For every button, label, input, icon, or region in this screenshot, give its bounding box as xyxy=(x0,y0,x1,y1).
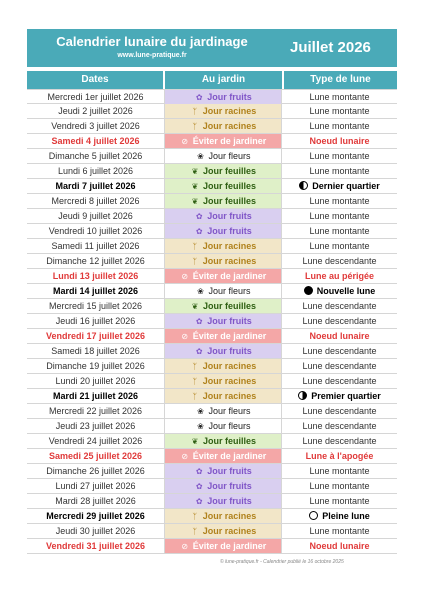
garden-label: Jour racines xyxy=(202,376,257,386)
garden-label: Jour fleurs xyxy=(208,151,251,161)
garden-cell xyxy=(164,434,282,448)
moon-label: Dernier quartier xyxy=(312,181,380,191)
date-cell: Mardi 14 juillet 2026 xyxy=(52,286,139,296)
garden-cell xyxy=(164,419,282,433)
moon-label: Lune descendante xyxy=(302,301,377,311)
table-row xyxy=(27,464,397,479)
moon-cell xyxy=(282,419,397,433)
garden-cell xyxy=(164,359,282,373)
moon-label: Lune montante xyxy=(309,226,370,236)
fruit-icon: ✿ xyxy=(195,497,203,506)
fruit-icon: ✿ xyxy=(195,212,203,221)
garden-cell xyxy=(164,329,282,343)
garden-label: Jour racines xyxy=(202,526,257,536)
leaf-icon: ❦ xyxy=(191,197,199,206)
table-row xyxy=(27,269,397,284)
site-url: www.lune-pratique.fr xyxy=(117,52,187,59)
leaf-icon: ❦ xyxy=(191,302,199,311)
garden-cell xyxy=(164,374,282,388)
table-row xyxy=(27,419,397,434)
root-icon: ᛉ xyxy=(192,362,198,371)
moon-label: Lune montante xyxy=(309,241,370,251)
date-cell: Vendredi 10 juillet 2026 xyxy=(48,226,143,236)
moon-label: Lune descendante xyxy=(302,406,377,416)
moon-cell xyxy=(282,404,397,418)
column-header-moon: Type de lune xyxy=(284,71,397,89)
moon-label: Lune montante xyxy=(309,526,370,536)
footer-note: © lune-pratique.fr - Calendrier publié le 16 octobre 2025 xyxy=(220,559,344,565)
root-icon: ᛉ xyxy=(192,392,198,401)
moon-cell xyxy=(282,299,397,313)
date-cell: Mardi 7 juillet 2026 xyxy=(55,181,136,191)
garden-label: Éviter de jardiner xyxy=(192,541,267,551)
fruit-icon: ✿ xyxy=(195,93,203,102)
date-cell: Dimanche 19 juillet 2026 xyxy=(46,361,145,371)
date-cell: Jeudi 30 juillet 2026 xyxy=(55,526,136,536)
date-cell: Mercredi 29 juillet 2026 xyxy=(46,511,145,521)
root-icon: ᛉ xyxy=(192,107,198,116)
date-cell: Samedi 25 juillet 2026 xyxy=(48,451,143,461)
moon-label: Lune descendante xyxy=(302,316,377,326)
moon-cell xyxy=(282,149,397,163)
root-icon: ᛉ xyxy=(192,377,198,386)
moon-label: Lune descendante xyxy=(302,361,377,371)
moon-cell xyxy=(282,494,397,508)
moon-label: Lune montante xyxy=(309,196,370,206)
garden-label: Jour fruits xyxy=(207,316,252,326)
garden-label: Jour racines xyxy=(202,511,257,521)
moon-cell xyxy=(282,104,397,118)
table-row xyxy=(27,104,397,119)
moon-label: Noeud lunaire xyxy=(309,541,370,551)
garden-cell xyxy=(164,344,282,358)
moon-cell xyxy=(282,509,397,523)
calendar-title: Calendrier lunaire du jardinage xyxy=(56,34,248,49)
flower-icon: ❀ xyxy=(197,287,204,296)
moon-label: Lune montante xyxy=(309,211,370,221)
month-title: Juillet 2026 xyxy=(290,39,371,56)
avoid-icon: ⊘ xyxy=(181,272,189,281)
table-row xyxy=(27,374,397,389)
table-row xyxy=(27,209,397,224)
date-cell: Mercredi 22 juillet 2026 xyxy=(48,406,143,416)
moon-cell xyxy=(282,524,397,538)
moon-label: Lune descendante xyxy=(302,436,377,446)
moon-label: Lune descendante xyxy=(302,346,377,356)
table-row xyxy=(27,449,397,464)
moon-cell xyxy=(282,539,397,553)
garden-cell xyxy=(164,134,282,148)
garden-cell xyxy=(164,164,282,178)
garden-cell xyxy=(164,284,282,298)
garden-label: Jour feuilles xyxy=(202,301,256,311)
date-cell: Jeudi 16 juillet 2026 xyxy=(55,316,136,326)
date-cell: Jeudi 9 juillet 2026 xyxy=(58,211,133,221)
leaf-icon: ❦ xyxy=(191,437,199,446)
moon-cell xyxy=(282,239,397,253)
garden-label: Jour feuilles xyxy=(202,196,256,206)
moon-cell xyxy=(282,374,397,388)
garden-label: Jour fruits xyxy=(207,92,252,102)
avoid-icon: ⊘ xyxy=(181,542,189,551)
table-row xyxy=(27,284,397,299)
fruit-icon: ✿ xyxy=(195,227,203,236)
garden-cell xyxy=(164,494,282,508)
date-cell: Mardi 28 juillet 2026 xyxy=(55,496,136,506)
garden-cell xyxy=(164,509,282,523)
moon-cell xyxy=(282,464,397,478)
moon-label: Lune montante xyxy=(309,92,370,102)
moon-cell xyxy=(282,224,397,238)
garden-cell xyxy=(164,254,282,268)
moon-cell xyxy=(282,434,397,448)
garden-cell xyxy=(164,224,282,238)
moon-cell xyxy=(282,90,397,104)
flower-icon: ❀ xyxy=(197,407,204,416)
date-cell: Samedi 11 juillet 2026 xyxy=(51,241,140,251)
moon-label: Lune au périgée xyxy=(304,271,375,281)
moon-cell xyxy=(282,134,397,148)
root-icon: ᛉ xyxy=(192,257,198,266)
moon-label: Noeud lunaire xyxy=(309,331,370,341)
garden-cell xyxy=(164,209,282,223)
table-row xyxy=(27,194,397,209)
garden-label: Jour racines xyxy=(202,241,257,251)
garden-cell xyxy=(164,524,282,538)
garden-cell xyxy=(164,314,282,328)
moon-label: Lune descendante xyxy=(302,376,377,386)
date-cell: Samedi 18 juillet 2026 xyxy=(51,346,140,356)
moon-cell xyxy=(282,314,397,328)
avoid-icon: ⊘ xyxy=(181,137,189,146)
table-row xyxy=(27,119,397,134)
moon-label: Premier quartier xyxy=(311,391,381,401)
table-row xyxy=(27,434,397,449)
table-row xyxy=(27,254,397,269)
moon-cell xyxy=(282,194,397,208)
date-cell: Mercredi 1er juillet 2026 xyxy=(47,92,144,102)
date-cell: Jeudi 23 juillet 2026 xyxy=(55,421,136,431)
date-cell: Vendredi 31 juillet 2026 xyxy=(45,541,146,551)
date-cell: Lundi 13 juillet 2026 xyxy=(52,271,139,281)
moon-label: Lune descendante xyxy=(302,256,377,266)
moon-label: Lune montante xyxy=(309,466,370,476)
column-header-garden: Au jardin xyxy=(165,71,282,89)
table-row xyxy=(27,134,397,149)
table-row xyxy=(27,314,397,329)
moon-label: Nouvelle lune xyxy=(316,286,376,296)
new-moon-icon xyxy=(304,286,313,295)
date-cell: Dimanche 12 juillet 2026 xyxy=(46,256,145,266)
table-row xyxy=(27,89,397,104)
garden-cell xyxy=(164,389,282,403)
garden-cell xyxy=(164,464,282,478)
table-row xyxy=(27,224,397,239)
moon-cell xyxy=(282,344,397,358)
date-cell: Lundi 20 juillet 2026 xyxy=(55,376,136,386)
garden-label: Jour racines xyxy=(202,106,257,116)
garden-cell xyxy=(164,119,282,133)
fruit-icon: ✿ xyxy=(195,467,203,476)
last-quarter-moon-icon xyxy=(299,181,308,190)
table-row xyxy=(27,404,397,419)
table-row xyxy=(27,479,397,494)
garden-cell xyxy=(164,104,282,118)
table-row xyxy=(27,389,397,404)
avoid-icon: ⊘ xyxy=(181,452,189,461)
flower-icon: ❀ xyxy=(197,152,204,161)
garden-label: Éviter de jardiner xyxy=(192,136,267,146)
moon-cell xyxy=(282,329,397,343)
table-row xyxy=(27,239,397,254)
moon-cell xyxy=(282,119,397,133)
moon-cell xyxy=(282,284,397,298)
garden-cell xyxy=(164,239,282,253)
root-icon: ᛉ xyxy=(192,242,198,251)
table-row xyxy=(27,524,397,539)
date-cell: Vendredi 3 juillet 2026 xyxy=(51,121,140,131)
full-moon-icon xyxy=(309,511,318,520)
calendar-header xyxy=(27,29,397,67)
moon-label: Pleine lune xyxy=(322,511,370,521)
moon-label: Noeud lunaire xyxy=(309,136,370,146)
moon-label: Lune à l'apogée xyxy=(305,451,374,461)
moon-label: Lune montante xyxy=(309,106,370,116)
date-cell: Dimanche 5 juillet 2026 xyxy=(48,151,143,161)
moon-cell xyxy=(282,254,397,268)
column-header-dates: Dates xyxy=(27,71,163,89)
garden-label: Jour racines xyxy=(202,361,257,371)
table-row xyxy=(27,299,397,314)
moon-label: Lune montante xyxy=(309,496,370,506)
table-row xyxy=(27,359,397,374)
moon-cell xyxy=(282,479,397,493)
moon-label: Lune montante xyxy=(309,166,370,176)
root-icon: ᛉ xyxy=(192,512,198,521)
garden-label: Jour fruits xyxy=(207,226,252,236)
date-cell: Lundi 6 juillet 2026 xyxy=(57,166,134,176)
date-cell: Jeudi 2 juillet 2026 xyxy=(58,106,133,116)
garden-cell xyxy=(164,479,282,493)
avoid-icon: ⊘ xyxy=(181,332,189,341)
moon-cell xyxy=(282,164,397,178)
moon-cell xyxy=(282,179,397,193)
moon-cell xyxy=(282,359,397,373)
garden-label: Jour fleurs xyxy=(208,421,251,431)
fruit-icon: ✿ xyxy=(195,482,203,491)
moon-label: Lune montante xyxy=(309,121,370,131)
table-row xyxy=(27,149,397,164)
table-row xyxy=(27,164,397,179)
moon-cell xyxy=(282,449,397,463)
date-cell: Samedi 4 juillet 2026 xyxy=(51,136,140,146)
garden-label: Jour racines xyxy=(202,121,257,131)
garden-cell xyxy=(164,179,282,193)
date-cell: Mercredi 15 juillet 2026 xyxy=(48,301,143,311)
moon-cell xyxy=(282,209,397,223)
garden-cell xyxy=(164,269,282,283)
table-row xyxy=(27,509,397,524)
garden-label: Jour fruits xyxy=(207,211,252,221)
leaf-icon: ❦ xyxy=(191,182,199,191)
fruit-icon: ✿ xyxy=(195,317,203,326)
date-cell: Mardi 21 juillet 2026 xyxy=(52,391,139,401)
garden-cell xyxy=(164,194,282,208)
moon-label: Lune descendante xyxy=(302,421,377,431)
table-row xyxy=(27,329,397,344)
garden-label: Éviter de jardiner xyxy=(192,331,267,341)
garden-label: Jour fruits xyxy=(207,496,252,506)
moon-label: Lune montante xyxy=(309,481,370,491)
table-row xyxy=(27,179,397,194)
leaf-icon: ❦ xyxy=(191,167,199,176)
garden-cell xyxy=(164,539,282,553)
garden-label: Jour feuilles xyxy=(202,181,256,191)
table-row xyxy=(27,344,397,359)
date-cell: Mercredi 8 juillet 2026 xyxy=(51,196,140,206)
garden-label: Jour fruits xyxy=(207,481,252,491)
garden-label: Jour fleurs xyxy=(208,406,251,416)
table-row xyxy=(27,494,397,509)
garden-label: Jour feuilles xyxy=(202,436,256,446)
flower-icon: ❀ xyxy=(197,422,204,431)
garden-label: Éviter de jardiner xyxy=(192,451,267,461)
garden-label: Jour racines xyxy=(202,391,257,401)
date-cell: Vendredi 17 juillet 2026 xyxy=(45,331,146,341)
garden-cell xyxy=(164,404,282,418)
garden-cell xyxy=(164,149,282,163)
moon-cell xyxy=(282,269,397,283)
moon-cell xyxy=(282,389,397,403)
fruit-icon: ✿ xyxy=(195,347,203,356)
garden-cell xyxy=(164,90,282,104)
date-cell: Lundi 27 juillet 2026 xyxy=(55,481,136,491)
date-cell: Dimanche 26 juillet 2026 xyxy=(46,466,145,476)
garden-label: Éviter de jardiner xyxy=(192,271,267,281)
garden-label: Jour fruits xyxy=(207,346,252,356)
table-row xyxy=(27,539,397,554)
calendar-table xyxy=(27,89,397,554)
garden-label: Jour racines xyxy=(202,256,257,266)
garden-cell xyxy=(164,449,282,463)
garden-label: Jour feuilles xyxy=(202,166,256,176)
garden-label: Jour fruits xyxy=(207,466,252,476)
garden-label: Jour fleurs xyxy=(208,286,251,296)
root-icon: ᛉ xyxy=(192,122,198,131)
first-quarter-moon-icon xyxy=(298,391,307,400)
garden-cell xyxy=(164,299,282,313)
moon-label: Lune montante xyxy=(309,151,370,161)
root-icon: ᛉ xyxy=(192,527,198,536)
date-cell: Vendredi 24 juillet 2026 xyxy=(48,436,143,446)
